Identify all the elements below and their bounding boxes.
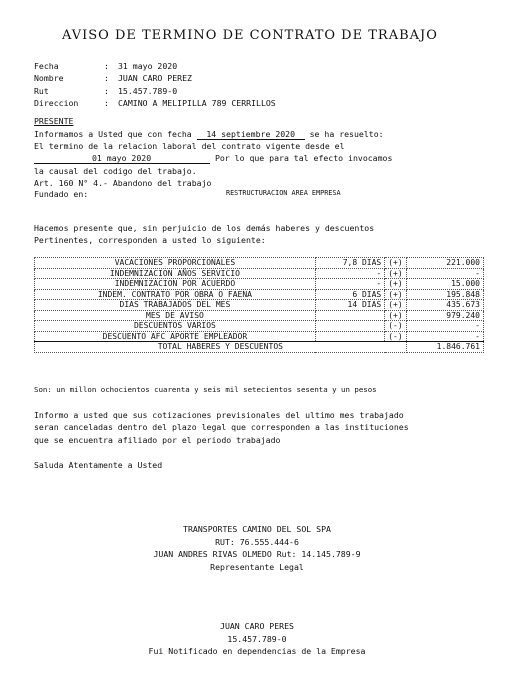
item-sign: (-) bbox=[385, 331, 406, 342]
header-label-nombre: Nombre bbox=[34, 73, 64, 83]
item-qty bbox=[315, 321, 384, 332]
header-colon: : bbox=[104, 61, 109, 71]
body-line-4: la causal del codigo del trabajo. bbox=[34, 166, 197, 176]
paragraph-2a: Hacemos presente que, sin perjuicio de los demás haberes y descuentos bbox=[34, 223, 375, 233]
item-desc: INDEMNIZACION AÑOS SERVICIO bbox=[35, 268, 316, 279]
item-amount: 195.848 bbox=[406, 289, 483, 300]
item-amount: 15.000 bbox=[406, 279, 483, 290]
table-row bbox=[35, 321, 484, 332]
item-desc: INDEMNIZACION POR ACUERDO bbox=[35, 279, 316, 290]
article-line: Art. 160 N° 4.- Abandono del trabajo bbox=[34, 178, 212, 188]
header-label-rut: Rut bbox=[34, 86, 49, 96]
table-row bbox=[35, 268, 484, 279]
paragraph-2b: Pertinentes, corresponden a usted lo siguiente: bbox=[34, 235, 266, 245]
header-label-direccion: Direccion bbox=[34, 98, 79, 108]
item-desc: VACACIONES PROPORCIONALES bbox=[35, 258, 316, 269]
item-sign: (+) bbox=[385, 289, 406, 300]
paragraph-3b: seran canceladas dentro del plazo legal que corresponden a las instituciones bbox=[34, 422, 409, 432]
item-sign: (+) bbox=[385, 279, 406, 290]
item-sign: (+) bbox=[385, 258, 406, 269]
trabajador-nombre: JUAN CARO PERES bbox=[220, 621, 294, 631]
item-amount: - bbox=[406, 331, 483, 342]
table-row bbox=[35, 300, 484, 311]
son-line: Son: un millon ochocientos cuarenta y seis mil setecientos sesenta y un pesos bbox=[34, 385, 377, 394]
table-row bbox=[35, 289, 484, 300]
item-desc: MES DE AVISO bbox=[35, 310, 316, 321]
presente-label: PRESENTE bbox=[34, 116, 74, 126]
header-label-fecha: Fecha bbox=[34, 61, 59, 71]
paragraph-3a: Informo a usted que sus cotizaciones previsionales del ultimo mes trabajado bbox=[34, 410, 404, 420]
item-sign: (+) bbox=[385, 310, 406, 321]
item-desc: DIAS TRABAJADOS DEL MES bbox=[35, 300, 316, 311]
fundado-value: RESTRUCTURACION AREA EMPRESA bbox=[226, 189, 341, 197]
item-desc: DESCUENTOS VARIOS bbox=[35, 321, 316, 332]
header-value-direccion: CAMINO A MELIPILLA 789 CERRILLOS bbox=[118, 98, 276, 108]
saluda-line: Saluda Atentamente a Usted bbox=[34, 460, 163, 470]
items-table bbox=[34, 257, 484, 353]
item-qty bbox=[315, 331, 384, 342]
item-amount: - bbox=[406, 268, 483, 279]
table-row bbox=[35, 310, 484, 321]
total-desc: TOTAL HABERES Y DESCUENTOS bbox=[35, 342, 407, 353]
item-amount: 435.673 bbox=[406, 300, 483, 311]
table-row bbox=[35, 258, 484, 269]
item-qty: 6 DIAS bbox=[315, 289, 384, 300]
notificacion-line: Fui Notificado en dependencias de la Empresa bbox=[148, 646, 366, 656]
body-line-3: 01 mayo 2020 Por lo que para tal efecto invocamos bbox=[34, 153, 392, 164]
header-colon: : bbox=[104, 73, 109, 83]
item-sign: (+) bbox=[385, 300, 406, 311]
fundado-label: Fundado en: bbox=[34, 189, 89, 199]
item-qty: 7,8 DIAS bbox=[315, 258, 384, 269]
header-colon: : bbox=[104, 86, 109, 96]
total-amount: 1.846.761 bbox=[406, 342, 483, 353]
item-desc: INDEM. CONTRATO POR OBRA O FAENA bbox=[35, 289, 316, 300]
item-sign: (-) bbox=[385, 321, 406, 332]
representante-cargo: Representante Legal bbox=[210, 562, 304, 572]
total-row bbox=[35, 342, 484, 353]
document-title: AVISO DE TERMINO DE CONTRATO DE TRABAJO bbox=[62, 28, 438, 43]
table-row bbox=[35, 279, 484, 290]
paragraph-3c: que se encuentra afiliado por el periodo trabajado bbox=[34, 435, 281, 445]
body-line-2: El termino de la relacion laboral del contrato vigente desde el bbox=[34, 141, 345, 151]
fecha-inicio: 01 mayo 2020 bbox=[34, 153, 210, 164]
item-desc: DESCUENTO AFC APORTE EMPLEADOR bbox=[35, 331, 316, 342]
header-value-fecha: 31 mayo 2020 bbox=[118, 61, 178, 71]
header-value-rut: 15.457.789-0 bbox=[118, 86, 178, 96]
fecha-termino: 14 septiembre 2020 bbox=[197, 129, 305, 140]
item-qty bbox=[315, 310, 384, 321]
trabajador-rut: 15.457.789-0 bbox=[227, 634, 287, 644]
item-amount: - bbox=[406, 321, 483, 332]
empresa-nombre: TRANSPORTES CAMINO DEL SOL SPA bbox=[183, 524, 331, 534]
body-line-1: Informamos a Usted que con fecha 14 septiembre 2020 se ha resuelto: bbox=[34, 129, 384, 139]
table-row bbox=[35, 331, 484, 342]
empresa-rut: RUT: 76.555.444-6 bbox=[215, 537, 299, 547]
item-qty: - bbox=[315, 268, 384, 279]
header-colon: : bbox=[104, 98, 109, 108]
representante-nombre: JUAN ANDRES RIVAS OLMEDO Rut: 14.145.789-9 bbox=[153, 549, 361, 559]
item-sign: (+) bbox=[385, 268, 406, 279]
item-amount: 979.240 bbox=[406, 310, 483, 321]
item-amount: 221.000 bbox=[406, 258, 483, 269]
item-qty: - bbox=[315, 279, 384, 290]
item-qty: 14 DIAS bbox=[315, 300, 384, 311]
header-value-nombre: JUAN CARO PEREZ bbox=[118, 73, 192, 83]
